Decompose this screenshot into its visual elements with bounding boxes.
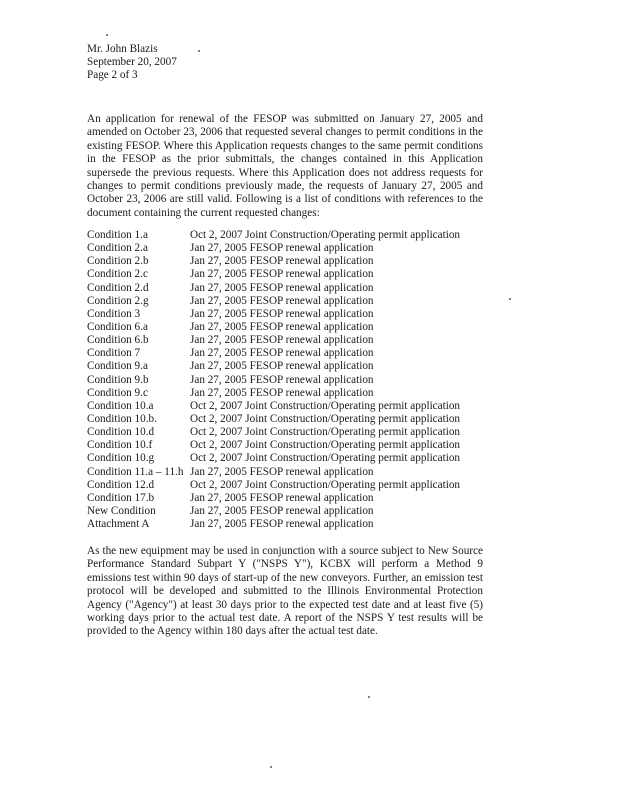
condition-source: Jan 27, 2005 FESOP renewal application [190,491,374,504]
condition-label: Condition 3 [87,307,141,320]
condition-label: Condition 2.c [87,268,148,281]
condition-row [87,295,487,308]
condition-row [87,466,487,479]
condition-row [87,505,487,518]
scan-speck [509,298,511,300]
condition-label: Condition 11.a – 11.h [87,465,184,478]
condition-label: Condition 1.a [87,229,148,241]
nsps-paragraph: As the new equipment may be used in conjunction with a source subject to New Source Performance Standard Subpart Y ("NSPS Y"), KCBX will perform a Method 9 emissions test within 90 days of start-up of the new conveyors. Further, an emission test protocol will be developed and submitted to the Illinois Environmental Protection Agency ("Agency") at least 30 days prior to the expected test date and at least five (5) working days prior to the actual test date. A report of the NSPS Y test results will be provided to the Agency within 180 days after the actual test date. [87,545,483,638]
condition-label: Condition 6.b [87,334,149,347]
condition-source: Jan 27, 2005 FESOP renewal application [190,242,374,255]
condition-row [87,360,487,373]
condition-label: Condition 12.d [87,478,155,491]
condition-row [87,426,487,439]
scan-speck [198,50,200,52]
condition-source: Jan 27, 2005 FESOP renewal application [190,320,374,333]
condition-label: Condition 7 [87,347,141,360]
page-number: Page 2 of 3 [87,68,138,81]
condition-row [87,308,487,321]
condition-label: Condition 2.d [87,281,149,294]
condition-label: New Condition [87,504,156,517]
condition-source: Oct 2, 2007 Joint Construction/Operating permit application [190,439,461,452]
scan-speck [106,34,108,36]
intro-paragraph: An application for renewal of the FESOP was submitted on January 27, 2005 and amended on October 23, 2006 that requested several changes to permit conditions in the existing FESOP. Where this Application requests changes to the same permit conditions in the FESOP as the prior submittals, the changes contained in this Application supersede the previous requests. Where this Application does not address requests for changes to permit conditions previously made, the requests of January 27, 2005 and October 23, 2006 are still valid. Following is a list of conditions with references to the document containing the current requested changes: [87,113,483,219]
condition-row [87,387,487,400]
condition-label: Condition 2.b [87,255,149,268]
condition-source: Jan 27, 2005 FESOP renewal application [190,373,374,386]
letter-date: September 20, 2007 [87,55,177,68]
condition-row [87,413,487,426]
condition-row [87,255,487,268]
condition-source: Oct 2, 2007 Joint Construction/Operating permit application [190,478,461,491]
condition-label: Attachment A [87,518,150,531]
scan-speck [368,696,370,698]
condition-source: Jan 27, 2005 FESOP renewal application [190,255,374,268]
condition-source: Oct 2, 2007 Joint Construction/Operating permit application [190,399,461,412]
condition-label: Condition 10.d [87,426,155,439]
scan-speck [270,766,272,768]
condition-row [87,479,487,492]
condition-source: Jan 27, 2005 FESOP renewal application [190,504,374,517]
condition-source: Jan 27, 2005 FESOP renewal application [190,347,374,360]
condition-source: Jan 27, 2005 FESOP renewal application [190,281,374,294]
condition-label: Condition 10.b. [87,412,157,425]
condition-label: Condition 10.a [87,399,154,412]
condition-source: Jan 27, 2005 FESOP renewal application [190,465,374,478]
condition-label: Condition 17.b [87,491,155,504]
condition-label: Condition 10.f [87,439,153,452]
condition-row [87,518,487,531]
condition-source: Jan 27, 2005 FESOP renewal application [190,518,374,531]
condition-source: Jan 27, 2005 FESOP renewal application [190,360,374,373]
condition-row [87,321,487,334]
condition-label: Condition 9.c [87,386,148,399]
condition-source: Oct 2, 2007 Joint Construction/Operating permit application [190,412,461,425]
condition-label: Condition 2.a [87,242,148,255]
condition-source: Jan 27, 2005 FESOP renewal application [190,386,374,399]
condition-row [87,282,487,295]
condition-row [87,452,487,465]
condition-row [87,492,487,505]
condition-row [87,347,487,360]
condition-row [87,242,487,255]
condition-label: Condition 9.b [87,373,149,386]
condition-label: Condition 10.g [87,452,155,465]
condition-source: Jan 27, 2005 FESOP renewal application [190,268,374,281]
condition-source: Oct 2, 2007 Joint Construction/Operating permit application [190,229,461,241]
condition-source: Oct 2, 2007 Joint Construction/Operating permit application [190,426,461,439]
condition-label: Condition 9.a [87,360,148,373]
condition-row [87,374,487,387]
condition-row [87,439,487,452]
recipient-name: Mr. John Blazis [87,43,158,55]
condition-row [87,229,487,242]
condition-source: Jan 27, 2005 FESOP renewal application [190,334,374,347]
letter-header [87,43,177,81]
condition-label: Condition 6.a [87,320,148,333]
conditions-list [87,229,487,531]
condition-source: Oct 2, 2007 Joint Construction/Operating permit application [190,452,461,465]
condition-source: Jan 27, 2005 FESOP renewal application [190,294,374,307]
condition-row [87,268,487,281]
condition-label: Condition 2.g [87,294,149,307]
condition-row [87,400,487,413]
condition-source: Jan 27, 2005 FESOP renewal application [190,307,374,320]
condition-row [87,334,487,347]
